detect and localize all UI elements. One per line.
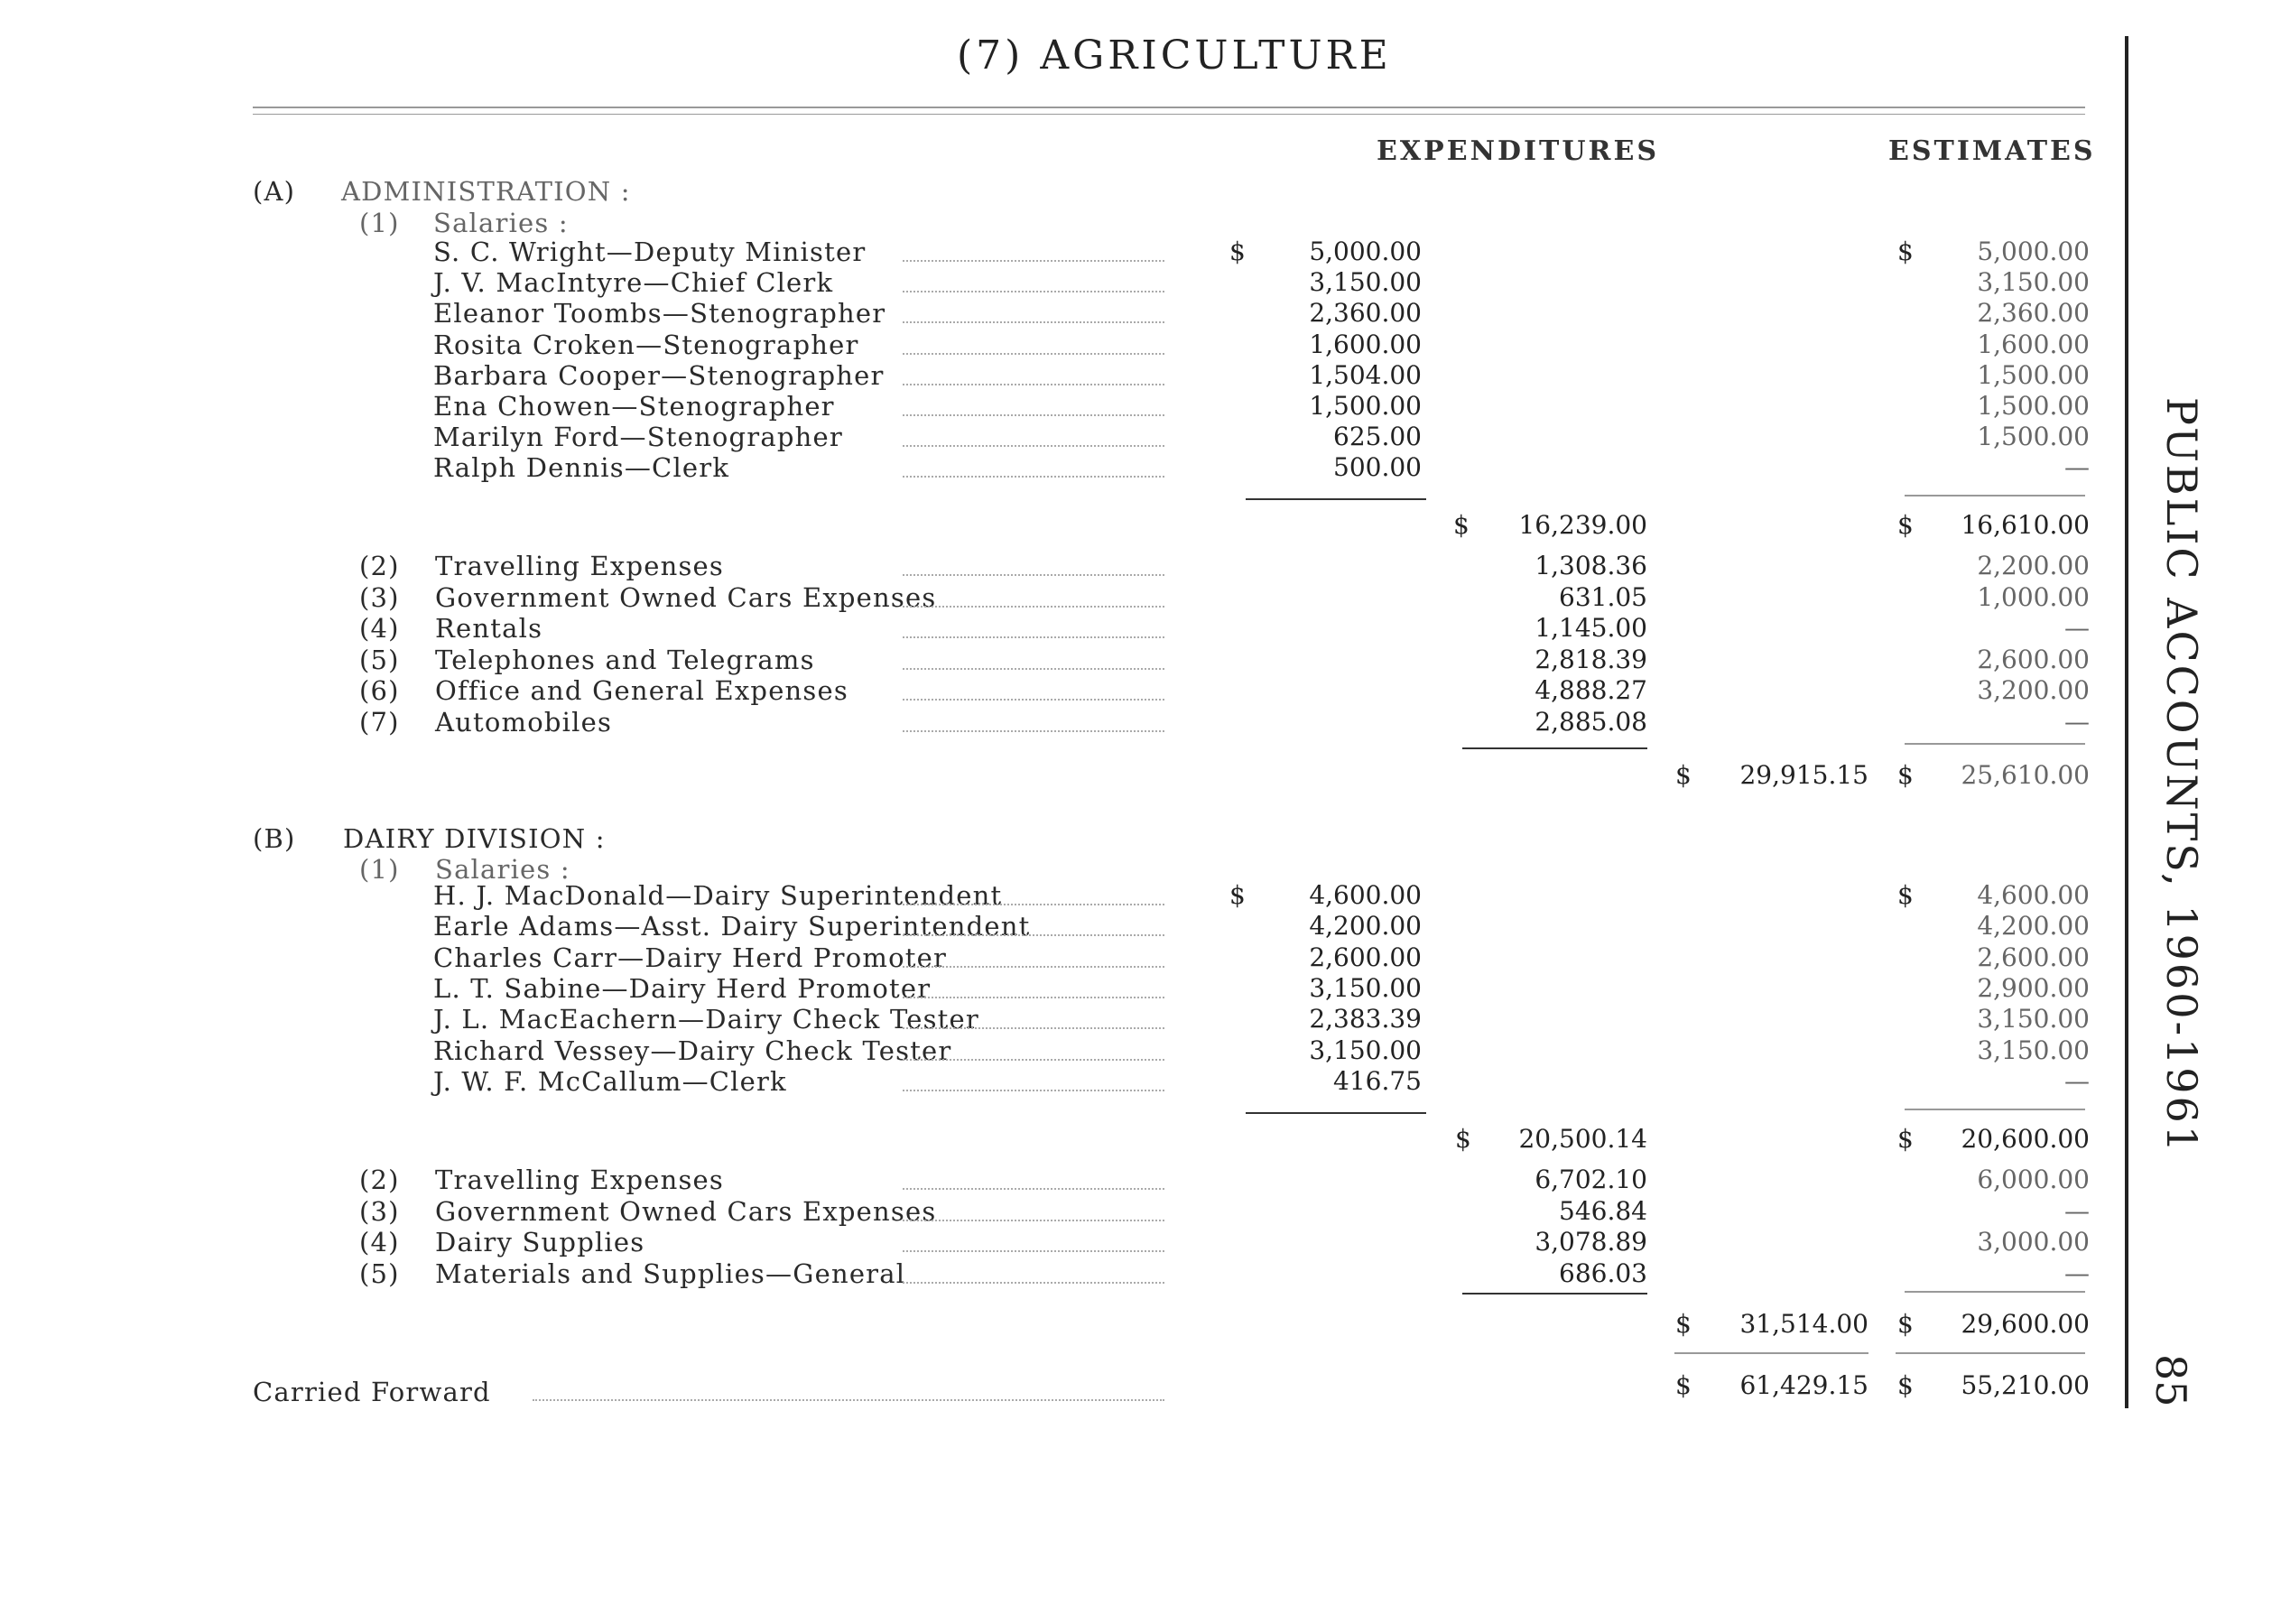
item-number: (5) [359,1257,400,1289]
section-a-salaries-rule [1246,498,1426,500]
section-b-total-est-dollar: $ [1897,1309,1914,1339]
item-leader [903,668,1164,670]
section-b-total-dollar: $ [1675,1309,1692,1339]
item-number: (2) [359,551,400,581]
salary-name: H. J. MacDonald—Dairy Superintendent [433,880,1003,911]
salary-exp: 3,150.00 [1309,972,1422,1003]
salary-name: Marilyn Ford—Stenographer [433,422,843,453]
item-number: (6) [359,675,400,706]
salary-exp-dollar: $ [1229,880,1246,910]
section-a-total-est: 25,610.00 [1961,760,2090,790]
salary-est: 4,200.00 [1977,911,2090,942]
item-est: — [2064,1195,2090,1226]
salary-leader [903,414,1164,416]
salary-est: 3,150.00 [1977,1004,2090,1035]
salary-exp: 416.75 [1333,1065,1422,1096]
salary-exp: 4,600.00 [1309,880,1422,910]
salary-est: 3,150.00 [1977,267,2090,298]
carried-forward-exp: 61,429.15 [1739,1370,1868,1400]
salary-leader [903,445,1164,447]
item-exp: 3,078.89 [1535,1227,1647,1257]
item-leader [903,574,1164,576]
item-leader [903,1282,1164,1284]
page-title: (7) AGRICULTURE [957,32,1392,79]
section-a-salaries-dollar: $ [1453,510,1470,540]
salary-est: 1,500.00 [1977,422,2090,452]
section-b-salaries-rule [1246,1112,1426,1114]
salary-exp: 5,000.00 [1309,237,1422,266]
section-b-salaries-dollar: $ [1455,1124,1471,1154]
item-exp: 1,145.00 [1535,613,1647,643]
carried-forward-est-dollar: $ [1897,1370,1914,1400]
salary-exp: 1,504.00 [1309,359,1422,390]
section-b-total-est: 29,600.00 [1961,1309,2090,1339]
section-a-sub1-title: Salaries : [433,208,569,238]
item-leader [903,699,1164,701]
salary-est: — [2064,452,2090,483]
section-a-total-dollar: $ [1675,760,1692,790]
item-name: Materials and Supplies—General [435,1257,906,1289]
item-name: Office and General Expenses [435,675,848,706]
section-b-salaries-total-est: 20,600.00 [1961,1124,2090,1154]
expenditures-header: EXPENDITURES [1377,135,1659,167]
salary-est-dollar: $ [1897,237,1914,266]
salary-leader [903,291,1164,292]
salary-exp-dollar: $ [1229,237,1246,266]
salary-name: Eleanor Toombs—Stenographer [433,298,886,329]
salary-leader [903,1059,1164,1061]
section-a-total-exp: 29,915.15 [1739,760,1868,790]
item-est: 2,600.00 [1977,644,2090,674]
section-a-salaries-est-rule [1905,495,2085,496]
section-b-items-rule [1462,1293,1647,1295]
item-est: 2,200.00 [1977,551,2090,580]
item-leader [903,606,1164,608]
item-name: Travelling Expenses [435,1165,724,1195]
page-number: 85 [2147,1354,2195,1407]
salary-est-dollar: $ [1897,880,1914,910]
item-exp: 2,818.39 [1535,644,1647,674]
salary-leader [903,1090,1164,1091]
salary-exp: 1,600.00 [1309,329,1422,359]
salary-leader [903,476,1164,478]
salary-exp: 4,200.00 [1309,911,1422,942]
item-name: Government Owned Cars Expenses [435,581,937,613]
item-exp: 1,308.36 [1535,551,1647,580]
item-est: — [2064,613,2090,643]
page-edge-bar [2125,36,2128,1408]
item-number: (4) [359,613,400,644]
salary-name: Ena Chowen—Stenographer [433,391,835,422]
item-number: (4) [359,1227,400,1257]
salary-exp: 1,500.00 [1309,391,1422,421]
section-b-sub1-title: Salaries : [435,854,570,885]
item-name: Travelling Expenses [435,551,724,581]
salary-name: J. W. F. McCallum—Clerk [433,1065,787,1097]
salary-leader [903,321,1164,323]
title-rule [253,107,2085,108]
salary-leader [903,384,1164,385]
salary-name: L. T. Sabine—Dairy Herd Promoter [433,972,932,1004]
salary-est: 2,600.00 [1977,942,2090,972]
carried-forward-leader [533,1399,1164,1401]
item-est: 6,000.00 [1977,1165,2090,1194]
salary-leader [903,260,1164,262]
salary-name: Barbara Cooper—Stenographer [433,359,885,391]
salary-est: 4,600.00 [1977,880,2090,910]
section-b-title: DAIRY DIVISION : [343,823,606,854]
salary-leader [903,966,1164,968]
item-name: Dairy Supplies [435,1227,645,1257]
carried-rule-exp [1674,1352,1868,1354]
item-leader [903,730,1164,732]
item-est: — [2064,1257,2090,1288]
section-b-items-est-rule [1905,1291,2085,1293]
carried-forward-dollar: $ [1675,1370,1692,1400]
item-exp: 2,885.08 [1535,706,1647,737]
item-number: (3) [359,1195,400,1227]
item-est: — [2064,706,2090,737]
item-number: (7) [359,706,400,738]
item-exp: 631.05 [1559,581,1647,612]
carried-forward-est: 55,210.00 [1961,1370,2090,1400]
salary-name: S. C. Wright—Deputy Minister [433,237,867,267]
salary-name: Earle Adams—Asst. Dairy Superintendent [433,911,1031,942]
salary-leader [903,997,1164,998]
salary-leader [903,1027,1164,1029]
section-b-salaries-total-exp: 20,500.14 [1518,1124,1647,1154]
section-b-total-exp: 31,514.00 [1739,1309,1868,1339]
section-b-letter: (B) [253,823,296,854]
title-rule-secondary [253,114,2085,115]
item-est: 3,200.00 [1977,675,2090,705]
salary-exp: 2,360.00 [1309,298,1422,329]
salary-est: 2,900.00 [1977,972,2090,1003]
salary-est: — [2064,1065,2090,1096]
item-exp: 546.84 [1559,1195,1647,1226]
section-b-salaries-est-rule [1905,1109,2085,1110]
item-est: 3,000.00 [1977,1227,2090,1257]
item-exp: 4,888.27 [1535,675,1647,705]
item-leader [903,1250,1164,1252]
salary-est: 2,360.00 [1977,298,2090,329]
salary-leader [903,904,1164,905]
item-leader [903,636,1164,638]
salary-est: 3,150.00 [1977,1035,2090,1065]
section-a-salaries-total-est: 16,610.00 [1961,510,2090,540]
salary-name: Charles Carr—Dairy Herd Promoter [433,942,948,973]
salary-name: Rosita Croken—Stenographer [433,329,859,360]
salary-exp: 625.00 [1333,422,1422,452]
salary-name: Richard Vessey—Dairy Check Tester [433,1035,952,1066]
item-leader [903,1220,1164,1221]
item-name: Automobiles [435,706,613,738]
salary-exp: 2,600.00 [1309,942,1422,972]
salary-name: J. L. MacEachern—Dairy Check Tester [433,1004,979,1035]
salary-est: 5,000.00 [1977,237,2090,266]
salary-leader [903,353,1164,355]
item-name: Government Owned Cars Expenses [435,1195,937,1227]
section-a-sub1-num: (1) [359,208,400,238]
section-a-items-rule [1462,747,1647,749]
section-b-sub1-num: (1) [359,854,400,885]
salary-exp: 2,383.39 [1309,1004,1422,1035]
item-number: (2) [359,1165,400,1195]
section-a-letter: (A) [253,176,296,207]
carried-forward-label: Carried Forward [253,1377,491,1407]
salary-est: 1,500.00 [1977,391,2090,421]
section-a-title: ADMINISTRATION : [341,176,631,207]
salary-est: 1,600.00 [1977,329,2090,359]
section-a-items-est-rule [1905,743,2085,745]
salary-name: Ralph Dennis—Clerk [433,452,730,484]
salary-est: 1,500.00 [1977,359,2090,390]
section-a-total-est-dollar: $ [1897,760,1914,790]
item-name: Telephones and Telegrams [435,644,815,675]
item-exp: 6,702.10 [1535,1165,1647,1194]
item-number: (3) [359,581,400,613]
running-head: PUBLIC ACCOUNTS, 1960-1961 [2157,397,2206,1155]
item-number: (5) [359,644,400,675]
carried-rule-est [1896,1352,2085,1354]
item-exp: 686.03 [1559,1257,1647,1288]
salary-exp: 500.00 [1333,452,1422,483]
section-a-salaries-est-dollar: $ [1897,510,1914,540]
salary-leader [903,934,1164,936]
section-a-salaries-total-exp: 16,239.00 [1518,510,1647,540]
item-leader [903,1188,1164,1190]
section-b-salaries-est-dollar: $ [1897,1124,1914,1154]
estimates-header: ESTIMATES [1888,135,2096,167]
item-name: Rentals [435,613,543,644]
item-est: 1,000.00 [1977,581,2090,612]
salary-exp: 3,150.00 [1309,267,1422,298]
salary-name: J. V. MacIntyre—Chief Clerk [433,267,834,299]
salary-exp: 3,150.00 [1309,1035,1422,1065]
